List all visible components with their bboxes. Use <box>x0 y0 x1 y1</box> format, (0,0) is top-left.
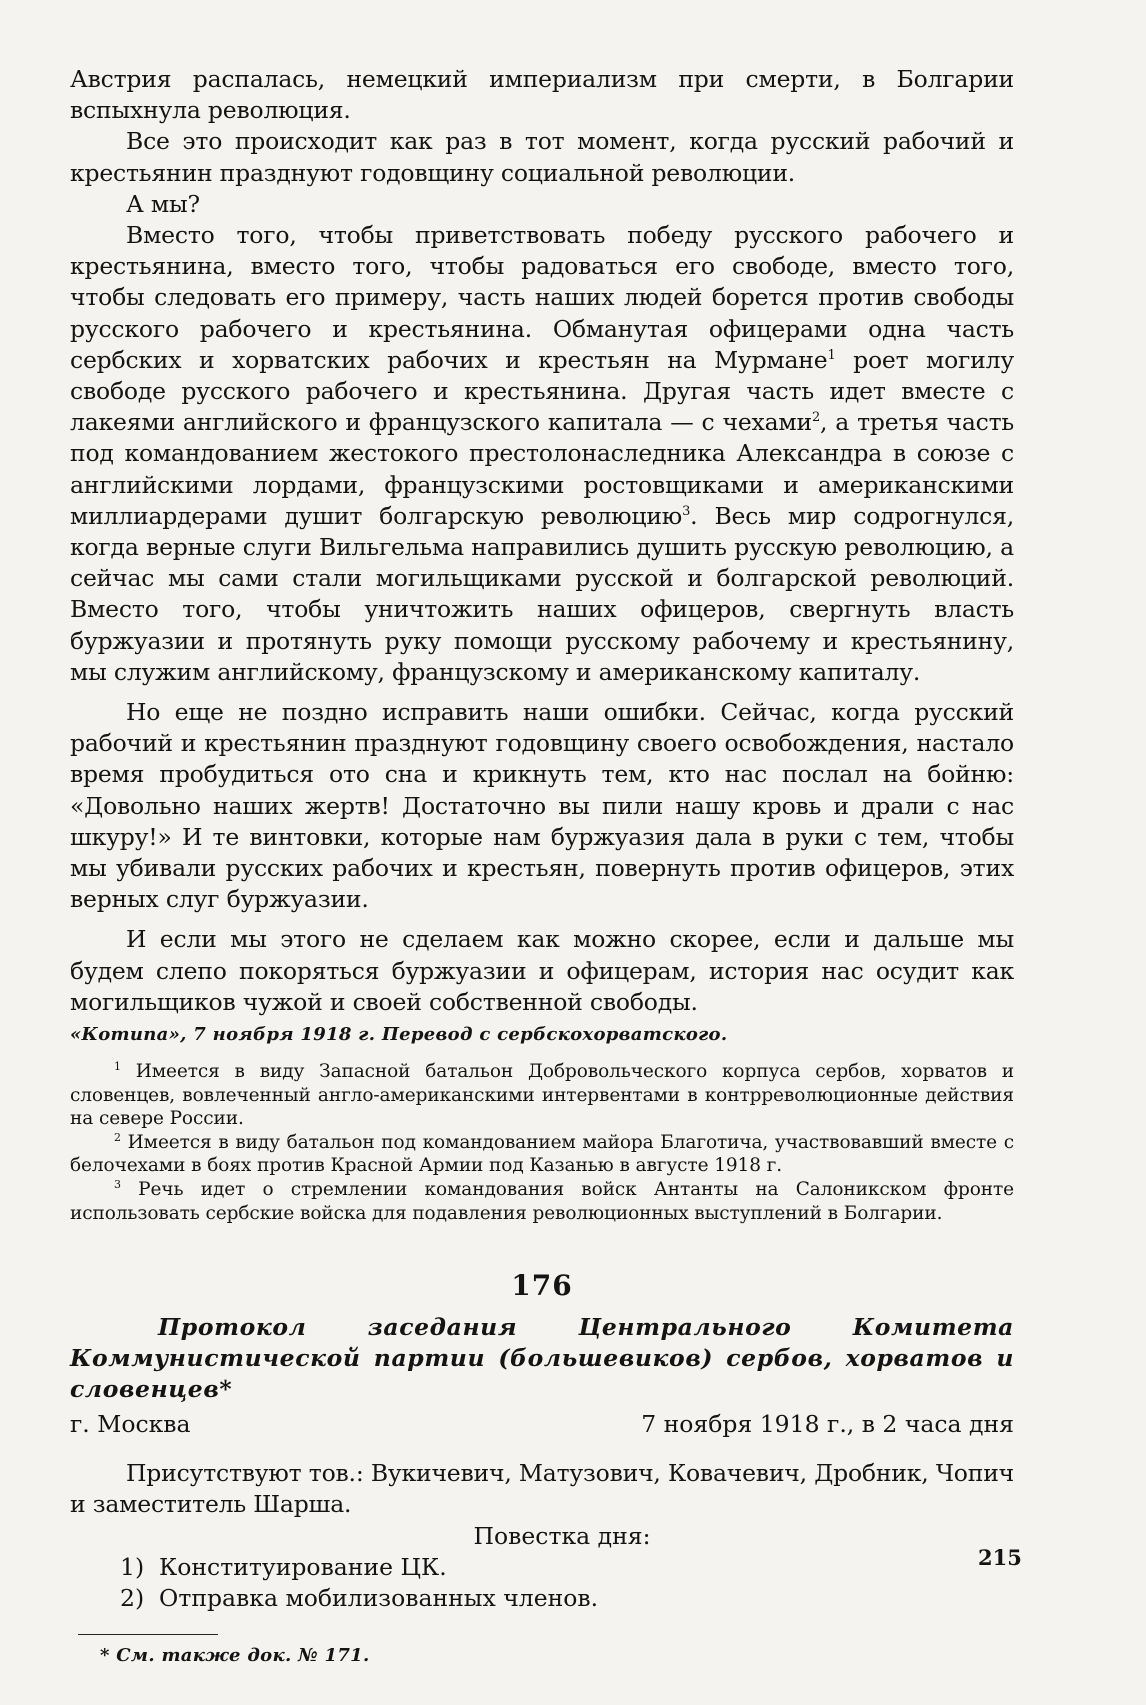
footnote-text-2: Имеется в виду батальон под командованием майора Благотича, участвовавший вместе с белочехами в боях против Красной Армии под Казанью в августе 1918 г. <box>70 1131 1014 1177</box>
source-citation: «Котипа», 7 ноября 1918 г. Перевод с сербскохорватского. <box>70 1024 728 1046</box>
document-title <box>70 1312 1014 1405</box>
footnote-mark-1: 1 <box>114 1060 121 1074</box>
paragraph-1: Австрия распалась, немецкий империализм при смерти, в Болгарии вспыхнула революция. <box>70 65 1014 125</box>
bottom-note: * См. также док. № 171. <box>100 1644 370 1666</box>
paragraph-4-part-d: . Весь мир содрогнулся, когда верные слуги Вильгельма направились душить русскую революцию, а сейчас мы сами стали могильщиками русской и болгарской революций. Вместо того, чтобы уничтожить наших офицеров, свергнуть власть буржуазии и протянуть руку помощи русскому рабочему и крестьянину, мы служим английскому, французскому и американскому капиталу. <box>70 501 1014 686</box>
footnote-mark-3: 3 <box>114 1178 121 1192</box>
document-number: 176 <box>511 1269 573 1303</box>
note-divider <box>78 1634 218 1635</box>
place-date-line <box>70 1409 1014 1440</box>
paragraph-4 <box>70 220 1014 688</box>
document-place: г. Москва <box>70 1410 191 1439</box>
paragraph-4-part-c: , а третья часть под командованием жестокого престолонаследника Александра в союзе с английскими лордами, французскими ростовщиками и американскими миллиардерами душит болгарскую революцию <box>70 408 1014 530</box>
footnote-text-1: Имеется в виду Запасной батальон Добровольческого корпуса сербов, хорватов и словенцев, вовлеченный англо-американскими интервентами в контрреволюционные действия на севере России. <box>70 1061 1014 1130</box>
attendees: Присутствуют тов.: Вукичевич, Матузович, Ковачевич, Дробник, Чопич и заместитель Шаршa. <box>70 1459 1014 1519</box>
footnote-mark-2: 2 <box>114 1130 121 1144</box>
footnote-3 <box>70 1178 1014 1225</box>
paragraph-2: Все это происходит как раз в тот момент, когда русский рабочий и крестьянин празднуют годовщину социальной революции. <box>70 127 1014 187</box>
footnote-ref-3: 3 <box>682 503 691 519</box>
footnote-1 <box>70 1060 1014 1131</box>
footnote-2 <box>70 1131 1014 1178</box>
page-number: 215 <box>978 1545 1022 1570</box>
paragraph-3: А мы? <box>126 189 200 218</box>
footnote-text-3: Речь идет о стремлении командования войск Антанты на Салоникском фронте использовать сербские войска для подавления революционных выступлений в Болгарии. <box>70 1179 1015 1224</box>
document-title-text: Протокол заседания Центрального Комитета Коммунистической партии (большевиков) сербов, хорватов и словенцев <box>70 1313 1014 1404</box>
paragraph-4-part-a: Вместо того, чтобы приветствовать победу русского рабочего и крестьянина, вместо того, чтобы радоваться его свободе, вместо того, чтобы следовать его примеру, часть наших людей борется против свободы русского рабочего и крестьянина. Обманутая офицерами одна часть сербских и хорватских рабочих и крестьян на Мурмане <box>70 221 1014 374</box>
document-title-mark: * <box>219 1375 233 1404</box>
document-date: 7 ноября 1918 г., в 2 часа дня <box>641 1410 1014 1439</box>
footnote-ref-1: 1 <box>827 347 836 363</box>
paragraph-5: Но еще не поздно исправить наши ошибки. Сейчас, когда русский рабочий и крестьянин празднуют годовщину своего освобождения, настало время пробудиться ото сна и крикнуть тем, кто нас послал на бойню: «Довольно наших жертв! Достаточно вы пили нашу кровь и драли с нас шкуру!» И те винтовки, которые нам буржуазия дала в руки с тем, чтобы мы убивали русских рабочих и крестьян, повернуть против офицеров, этих верных слуг буржуазии. <box>70 698 1014 914</box>
page-body <box>70 64 1014 1666</box>
footnote-ref-2: 2 <box>811 410 821 426</box>
paragraph-4-part-b: роет могилу свободе русского рабочего и крестьянина. Другая часть идет вместе с лакеями английского и французского капитала — с чехами <box>70 345 1014 437</box>
paragraph-6: И если мы этого не сделаем как можно скорее, если и дальше мы будем слепо покоряться буржуазии и офицерам, история нас осудит как могильщиков чужой и своей собственной свободы. <box>70 925 1014 1016</box>
agenda-item-2: 2) Отправка мобилизованных членов. <box>120 1583 599 1612</box>
agenda-item-1: 1) Конституирование ЦК. <box>120 1552 447 1581</box>
agenda-title: Повестка дня: <box>473 1521 651 1550</box>
